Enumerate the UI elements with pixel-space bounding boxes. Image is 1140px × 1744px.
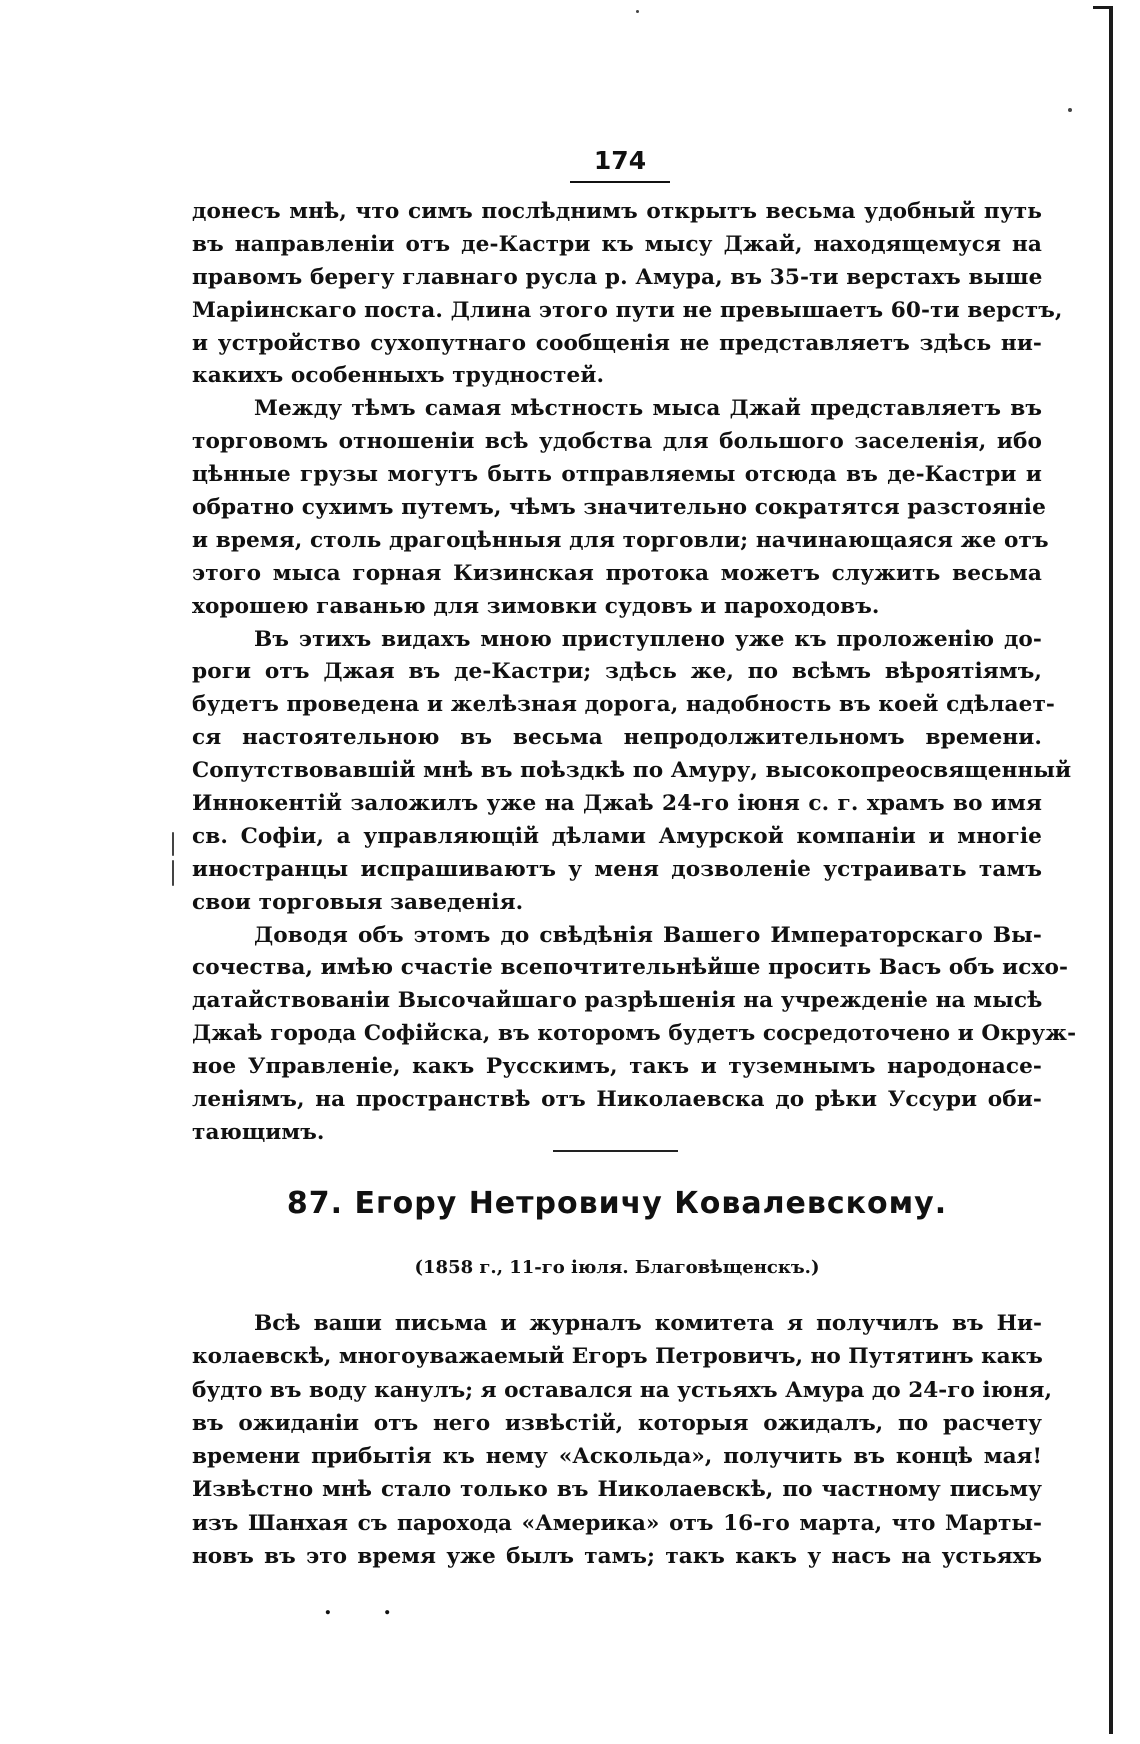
letter-dateline: (1858 г., 11-го іюля. Благовѣщенскъ.) xyxy=(414,1257,820,1278)
letter-text xyxy=(192,1307,1052,1573)
body-line: Иннокентій заложилъ уже на Джаѣ 24-го іюня с. г. храмъ во имя xyxy=(192,791,1042,817)
body-text xyxy=(192,196,1077,1150)
body-line: обратно сухимъ путемъ, чѣмъ значительно сократятся разстояніе xyxy=(192,495,1046,521)
letter-line: изъ Шанхая съ парохода «Америка» отъ 16-го марта, что Марты- xyxy=(192,1510,1042,1536)
body-line: и время, столь драгоцѣнныя для торговли; начинающаяся же отъ xyxy=(192,527,1049,553)
letter-line: Извѣстно мнѣ стало только въ Николаевскѣ, по частному письму xyxy=(192,1477,1042,1503)
letter-line: будто въ воду канулъ; я оставался на устьяхъ Амура до 24-го іюня, xyxy=(192,1377,1052,1403)
body-line: цѣнные грузы могутъ быть отправляемы отсюда въ де-Кастри и xyxy=(192,462,1042,488)
body-line: сочества, имѣю счастіе всепочтительнѣйше просить Васъ объ исхо- xyxy=(192,955,1069,981)
body-line: и устройство сухопутнаго сообщенія не представляетъ здѣсь ни- xyxy=(192,330,1042,356)
body-line: св. Софіи, а управляющій дѣлами Амурской компаніи и многіе xyxy=(192,823,1042,849)
letter-line: Всѣ ваши письма и журналъ комитета я получилъ въ Ни- xyxy=(254,1311,1042,1336)
letter-line: времени прибытія къ нему «Аскольда», получить въ концѣ мая! xyxy=(192,1444,1042,1470)
body-line: будетъ проведена и желѣзная дорога, надобность въ коей сдѣлает- xyxy=(192,692,1055,718)
body-line: торговомъ отношеніи всѣ удобства для большого заселенія, ибо xyxy=(192,429,1042,455)
letter-line: новъ въ это время уже былъ тамъ; такъ какъ у насъ на устьяхъ xyxy=(192,1544,1042,1570)
body-line: роги отъ Джая въ де-Кастри; здѣсь же, по всѣмъ вѣроятіямъ, xyxy=(192,659,1042,685)
body-line: свои торговыя заведенія. xyxy=(192,889,524,915)
body-line: этого мыса горная Кизинская протока можетъ служить весьма xyxy=(192,560,1042,586)
page-edge-rule xyxy=(1109,6,1113,1734)
scan-speck xyxy=(1068,108,1072,112)
body-line: иностранцы испрашиваютъ у меня дозволеніе устраивать тамъ xyxy=(192,856,1042,882)
body-line: датайствованіи Высочайшаго разрѣшенія на учрежденіе на мысѣ xyxy=(192,988,1043,1014)
letter-heading: 87. Егору Нетровичу Ковалевскому. xyxy=(286,1186,948,1221)
body-line: Доводя объ этомъ до свѣдѣнія Вашего Императорскаго Вы- xyxy=(254,922,1042,948)
body-line: донесъ мнѣ, что симъ послѣднимъ открытъ весьма удобный путь xyxy=(192,199,1042,224)
body-line: тающимъ. xyxy=(192,1119,325,1145)
page-edge-rule-top xyxy=(1093,6,1113,9)
body-line: леніямъ, на пространствѣ отъ Николаевска до рѣки Уссури оби- xyxy=(192,1087,1042,1113)
body-line: Въ этихъ видахъ мною приступлено уже къ проложенію до- xyxy=(254,626,1042,652)
body-line: Маріинскаго поста. Длина этого пути не превышаетъ 60-ти верстъ, xyxy=(192,297,1063,323)
body-line: Джаѣ города Софійска, въ которомъ будетъ сосредоточено и Окруж- xyxy=(192,1021,1077,1047)
letter-line: въ ожиданіи отъ него извѣстій, которыя ожидалъ, по расчету xyxy=(192,1410,1042,1436)
scan-speck xyxy=(636,10,639,13)
section-divider xyxy=(553,1150,678,1152)
body-line: ное Управленіе, какъ Русскимъ, такъ и туземнымъ народонасе- xyxy=(192,1054,1042,1080)
scan-speck xyxy=(172,832,174,856)
body-line: хорошею гаванью для зимовки судовъ и пароходовъ. xyxy=(192,593,880,619)
footer-dots: . . xyxy=(324,1594,413,1620)
scan-speck xyxy=(172,860,174,886)
page-number: 174 xyxy=(570,146,670,183)
body-line: какихъ особенныхъ трудностей. xyxy=(192,363,605,389)
body-line: Между тѣмъ самая мѣстность мыса Джай представляетъ въ xyxy=(254,396,1042,422)
body-line: Сопутствовавшій мнѣ въ поѣздкѣ по Амуру, высокопреосвященный xyxy=(192,758,1072,784)
letter-line: колаевскѣ, многоуважаемый Егоръ Петровичъ, но Путятинъ какъ xyxy=(192,1344,1043,1370)
body-line: ся настоятельною въ весьма непродолжительномъ времени. xyxy=(192,725,1042,751)
body-line: въ направленіи отъ де-Кастри къ мысу Джай, находящемуся на xyxy=(192,231,1042,257)
body-line: правомъ берегу главнаго русла р. Амура, въ 35-ти верстахъ выше xyxy=(192,264,1043,290)
